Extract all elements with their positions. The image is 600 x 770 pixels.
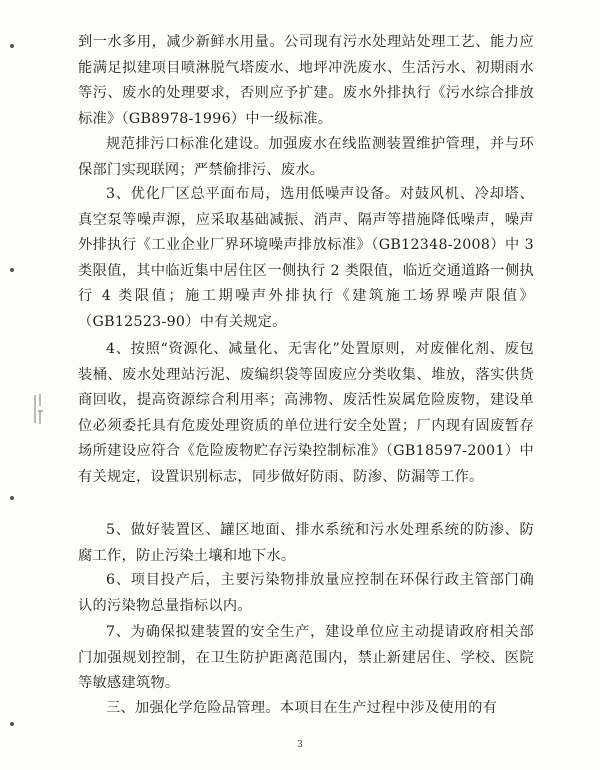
- paragraph-noise-control: 3、优化厂区总平面布局，选用低噪声设备。对鼓风机、冷却塔、真空泵等噪声源，应采取基础减振、消声、隔声等措施降低噪声，噪声外排执行《工业企业厂界环境噪声排放标准》（GB12348-2008）中 3 类限值，其中临近集中居住区一侧执行 2 类限值，临近交通道路一侧执行 4 类限值；施工期噪声外排执行《建筑施工场界噪声限值》（GB12523-90）中有关规定。: [78, 186, 534, 330]
- binding-dot: [10, 44, 14, 48]
- paragraph-safety-planning: 7、为确保拟建装置的安全生产，建设单位应主动提请政府相关部门加强规划控制，在卫生防护距离范围内，禁止新建居住、学校、医院等敏感建筑物。: [78, 624, 534, 692]
- paragraph-discharge-outlet: 规范排污口标准化建设。加强废水在线监测装置维护管理，并与环保部门实现联网；严禁偷排污、废水。: [78, 136, 534, 178]
- paragraph-total-emission: 6、项目投产后，主要污染物排放量应控制在环保行政主管部门确认的污染物总量指标以内。: [78, 572, 534, 614]
- paragraph-solid-waste: 4、按照“资源化、减量化、无害化”处置原则，对废催化剂、废包装桶、废水处理站污泥、废编织袋等固废应分类收集、堆放，落实供货商回收，提高资源综合利用率；高沸物、废活性炭属危险废物，建设单位必须委托具有危废处理资质的单位进行安全处置；厂内现有固废暂存场所建设应符合《危险废物贮存污染控制标准》（GB18597-2001）中有关规定，设置识别标志，同步做好防雨、防渗、防漏等工作。: [78, 341, 534, 485]
- paragraph-seepage-prevention: 5、做好装置区、罐区地面、排水系统和污水处理系统的防渗、防腐工作，防止污染土壤和地下水。: [78, 522, 534, 564]
- paragraph-hazardous-chemicals: 三、加强化学危险品管理。本项目在生产过程中涉及使用的有: [106, 700, 498, 716]
- margin-pen-mark: [32, 392, 46, 426]
- binding-dot: [10, 722, 14, 726]
- binding-dot: [10, 268, 14, 272]
- page-number: 3: [297, 740, 303, 750]
- paragraph-water-reuse: 到一水多用，减少新鲜水用量。公司现有污水处理站处理工艺、能力应能满足拟建项目喷淋脱气塔废水、地坪冲洗废水、生活污水、初期雨水等污、废水的处理要求，否则应予扩建。废水外排执行《污水综合排放标准》（GB8978-1996）中一级标准。: [78, 34, 534, 127]
- binding-dot: [10, 496, 14, 500]
